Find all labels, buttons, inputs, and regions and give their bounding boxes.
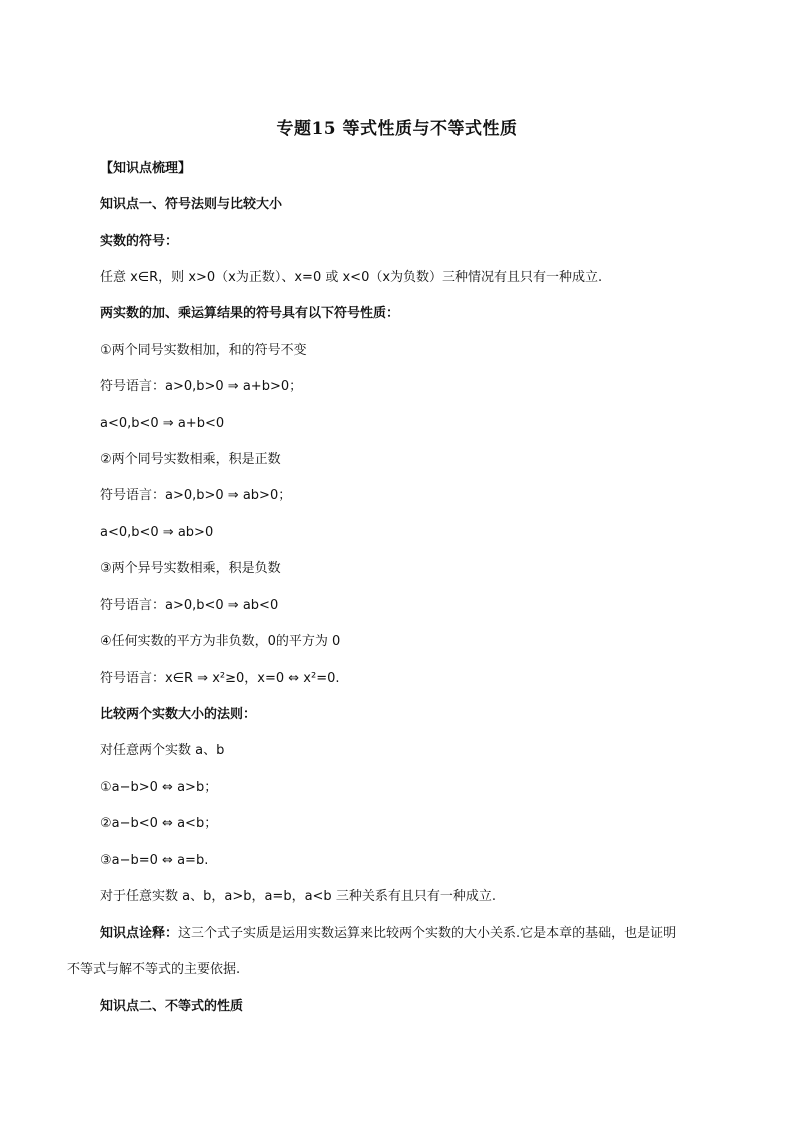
compare-intro: 对任意两个实数 a、b: [100, 743, 225, 758]
subheading-sign-properties: 两实数的加、乘运算结果的符号具有以下符号性质：: [100, 306, 400, 321]
rule-4-text: ④任何实数的平方为非负数，0的平方为 0: [100, 634, 341, 649]
rule-2-symbol-b: a<0,b<0 ⇒ ab>0: [100, 525, 214, 540]
note-label: 知识点诠释：: [100, 926, 179, 941]
section-heading-2: 知识点二、不等式的性质: [100, 999, 244, 1014]
paragraph-sign-trichotomy: 任意 x∈R，则 x>0（x为正数）、x=0 或 x<0（x为负数）三种情况有且只有一种成立.: [100, 270, 603, 285]
note-text-2: 不等式与解不等式的主要依据.: [67, 962, 241, 977]
compare-rule-1: ①a−b>0 ⇔ a>b；: [100, 780, 218, 795]
note-paragraph: [100, 925, 676, 943]
compare-rule-3: ③a−b=0 ⇔ a=b.: [100, 853, 209, 868]
rule-3-text: ③两个异号实数相乘，积是负数: [100, 561, 281, 576]
rule-3-symbol: 符号语言：a>0,b<0 ⇒ ab<0: [100, 598, 279, 613]
subheading-real-sign: 实数的符号：: [100, 234, 179, 249]
rule-2-symbol-a: 符号语言：a>0,b>0 ⇒ ab>0；: [100, 488, 292, 503]
rule-1-symbol-b: a<0,b<0 ⇒ a+b<0: [100, 416, 225, 431]
subheading-compare-rule: 比较两个实数大小的法则：: [100, 707, 257, 722]
note-text-1: 这三个式子实质是运用实数运算来比较两个实数的大小关系.它是本章的基础，也是证明: [178, 926, 677, 941]
page-title: 专题15 等式性质与不等式性质: [276, 119, 518, 139]
heading-knowledge-summary: 【知识点梳理】: [100, 161, 192, 176]
compare-conclusion: 对于任意实数 a、b，a>b，a=b，a<b 三种关系有且只有一种成立.: [100, 889, 496, 904]
rule-2-text: ②两个同号实数相乘，积是正数: [100, 452, 281, 467]
rule-1-symbol-a: 符号语言：a>0,b>0 ⇒ a+b>0；: [100, 379, 303, 394]
section-heading-1: 知识点一、符号法则与比较大小: [100, 197, 283, 212]
rule-1-text: ①两个同号实数相加，和的符号不变: [100, 343, 307, 358]
rule-4-symbol: 符号语言：x∈R ⇒ x²≥0，x=0 ⇔ x²=0.: [100, 671, 340, 686]
compare-rule-2: ②a−b<0 ⇔ a<b；: [100, 816, 218, 831]
